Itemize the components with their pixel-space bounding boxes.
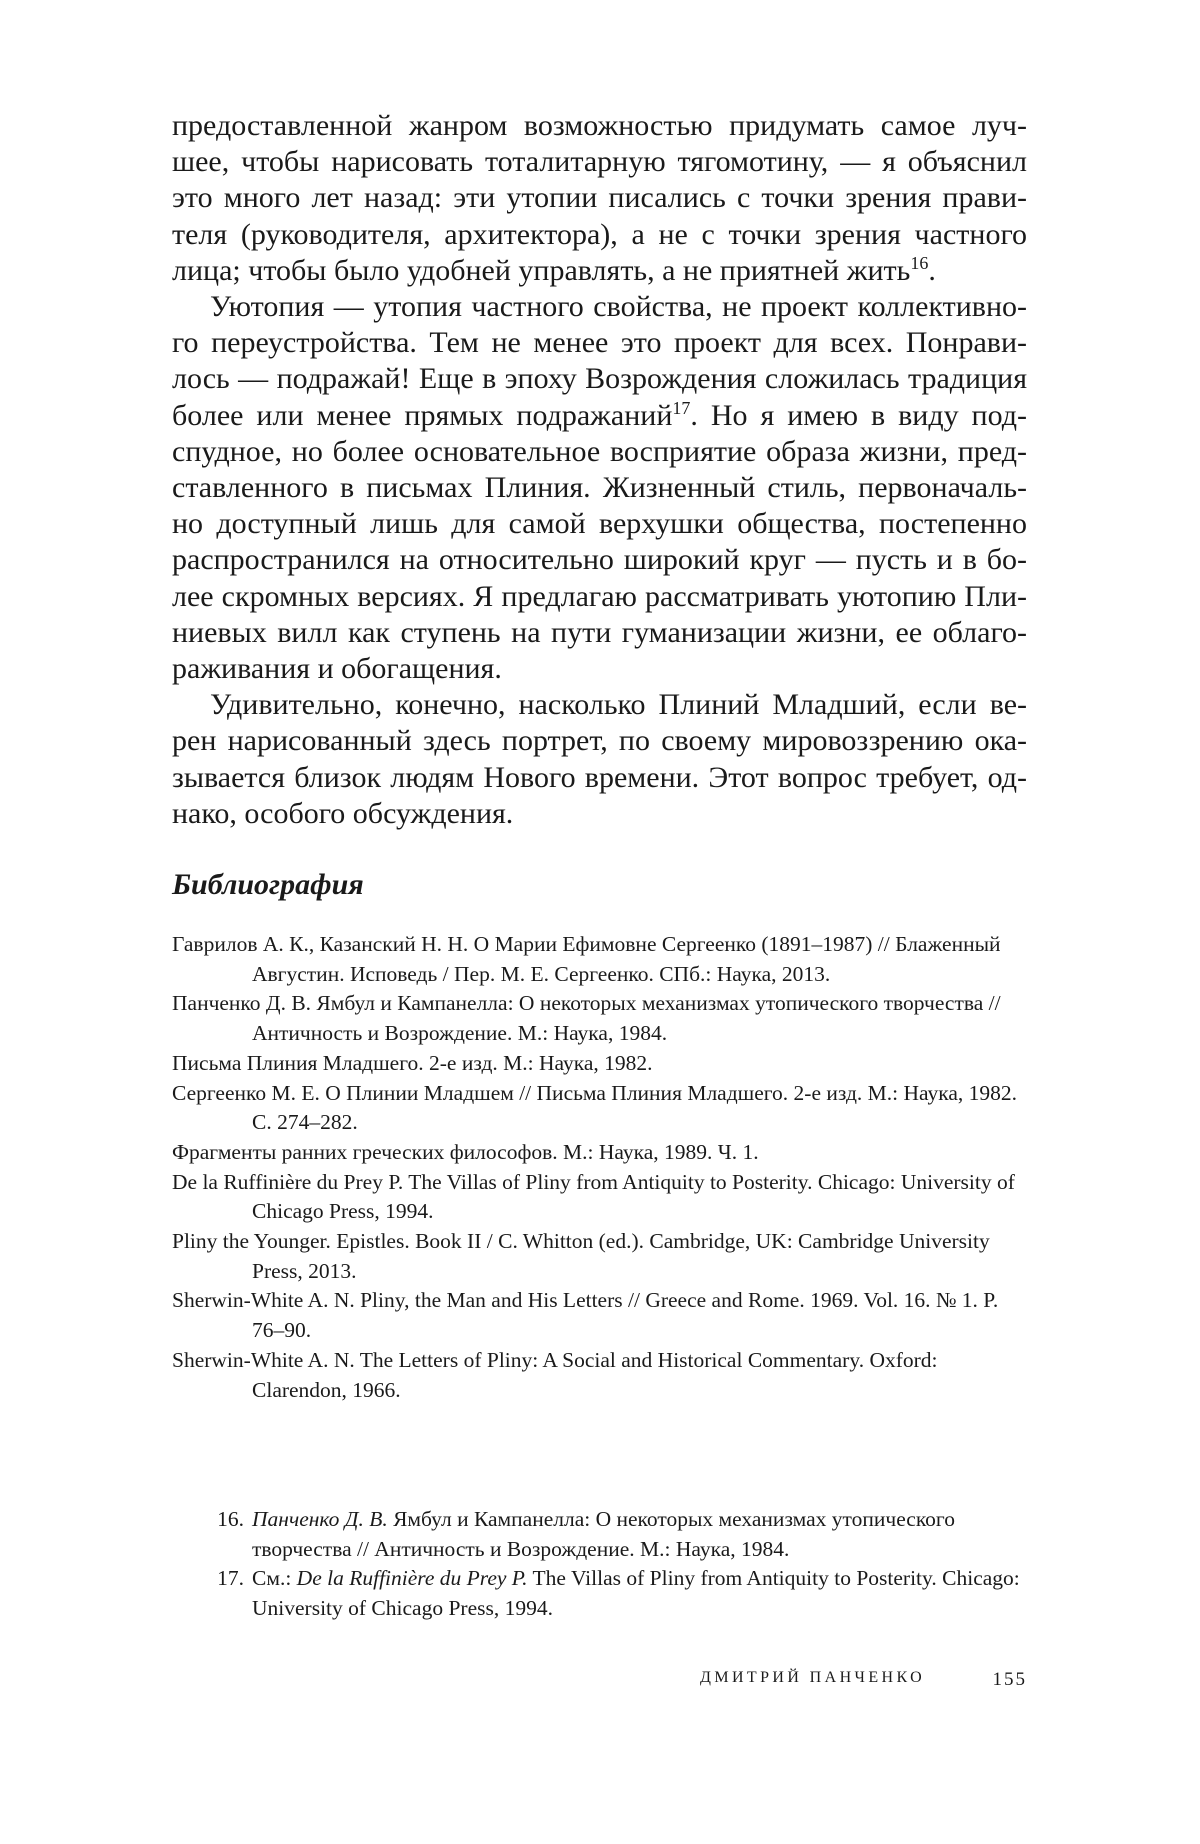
footnote-author: De la Ruffinière du Prey P. [296,1566,528,1591]
footnotes-list [172,1505,1027,1624]
text-line: го переустройства. Тем не менее это проект для всех. Понрави- [172,326,1027,360]
text-line: теля (руководителя, архитектора), а не с точки зрения частного [172,217,1027,251]
text-line: лее скромных версиях. Я предлагаю рассматривать уютопию Пли- [172,579,1027,613]
running-footer-author: ДМИТРИЙ ПАНЧЕНКО [700,1669,926,1686]
text-line: Уютопия — утопия частного свойства, не проект коллективно- [210,290,1027,324]
text-line: ставленного в письмах Плиния. Жизненный стиль, первоначаль- [172,471,1027,505]
footnote-ref-17: 17 [672,397,691,418]
footnote-author: Панченко Д. В. [252,1507,388,1531]
bibliography-entry: Sherwin-White A. N. Pliny, the Man and His Letters // Greece and Rome. 1969. Vol. 16. № 1. P. 76–90. [172,1288,999,1343]
footnote-text [252,1564,1027,1623]
text-line: ниевых вилл как ступень на пути гуманизации жизни, ее облаго- [172,615,1027,649]
text-line: раживания и обогащения. [172,652,502,686]
text-line: спудное, но более основательное восприятие образа жизни, пред- [172,434,1027,468]
text-line: рен нарисованный здесь портрет, по своему мировоззрению ока- [172,724,1027,758]
text-line: шее, чтобы нарисовать тоталитарную тягомотину, — я объяснил [172,145,1027,179]
text-fragment: . Но я имею в виду под- [690,398,1027,432]
footnote-citation: The Villas of Pliny from Antiquity to Posterity. Chicago: University of Chicago Press, 1994. [252,1566,1020,1621]
paragraph-1 [172,108,1027,289]
bibliography-entry: Сергеенко М. Е. О Плинии Младшем // Письма Плиния Младшего. 2-е изд. М.: Наука, 1982. С. 274–282. [172,1080,1018,1135]
footnote-ref-16: 16 [910,252,929,273]
footnote-text [252,1505,1027,1564]
text-line: предоставленной жанром возможностью придумать самое луч- [172,109,1027,142]
footnote-17 [172,1564,1027,1623]
bibliography-list [172,930,1027,1405]
text-fragment: более или менее прямых подражаний [172,398,673,432]
text-line: но доступный лишь для самой верхушки общества, постепенно [172,507,1027,541]
text-line: распространился на относительно широкий круг — пусть и в бо- [172,543,1027,577]
footnote-16 [172,1505,1027,1564]
bibliography-entry: De la Ruffinière du Prey P. The Villas of Pliny from Antiquity to Posterity. Chicago: University of Chicago Press, 1994. [172,1169,1015,1224]
bibliography-heading: Библиография [172,868,364,901]
footnote-prefix: См.: [252,1566,297,1591]
paragraph-3 [172,687,1027,832]
running-footer [700,1669,1027,1691]
text-line: это много лет назад: эти утопии писались с точки зрения прави- [172,181,1027,215]
bibliography-entry: Фрагменты ранних греческих философов. М.: Наука, 1989. Ч. 1. [172,1139,759,1164]
footnote-number: 16. [217,1507,244,1531]
paragraph-2 [172,289,1027,687]
text-line: зывается близок людям Нового времени. Этот вопрос требует, од- [172,760,1027,794]
text-line: нако, особого обсуждения. [172,796,514,830]
footnote-citation: Ямбул и Кампанелла: О некоторых механизмах утопического творчества // Античность и Возрождение. М.: Наука, 1984. [252,1507,955,1561]
bibliography-entry: Панченко Д. В. Ямбул и Кампанелла: О некоторых механизмах утопического творчества // Античность и Возрождение. М.: Наука, 1984. [172,991,1001,1046]
main-text [172,108,1027,832]
bibliography-entry: Pliny the Younger. Epistles. Book II / C. Whitton (ed.). Cambridge, UK: Cambridge University Press, 2013. [172,1229,990,1283]
text-line [172,398,1027,434]
bibliography-entry: Гаврилов А. К., Казанский Н. Н. О Марии Ефимовне Сергеенко (1891–1987) // Блаженный Августин. Исповедь / Пер. М. Е. Сергеенко. СПб.: Наука, 2013. [172,932,1001,986]
text-line: лось — подражай! Еще в эпоху Возрождения сложилась традиция [172,362,1027,396]
text-fragment: . [928,253,936,287]
page-number: 155 [992,1669,1027,1690]
text-fragment: лица; чтобы было удобней управлять, а не приятней жить [172,253,911,287]
bibliography-entry: Письма Плиния Младшего. 2-е изд. М.: Наука, 1982. [172,1050,653,1075]
footnote-number: 17. [217,1566,244,1591]
bibliography-entry: Sherwin-White A. N. The Letters of Pliny: A Social and Historical Commentary. Oxford: Clarendon, 1966. [172,1347,938,1402]
text-line [172,253,1027,289]
text-line: Удивительно, конечно, насколько Плиний Младший, если ве- [210,688,1027,722]
